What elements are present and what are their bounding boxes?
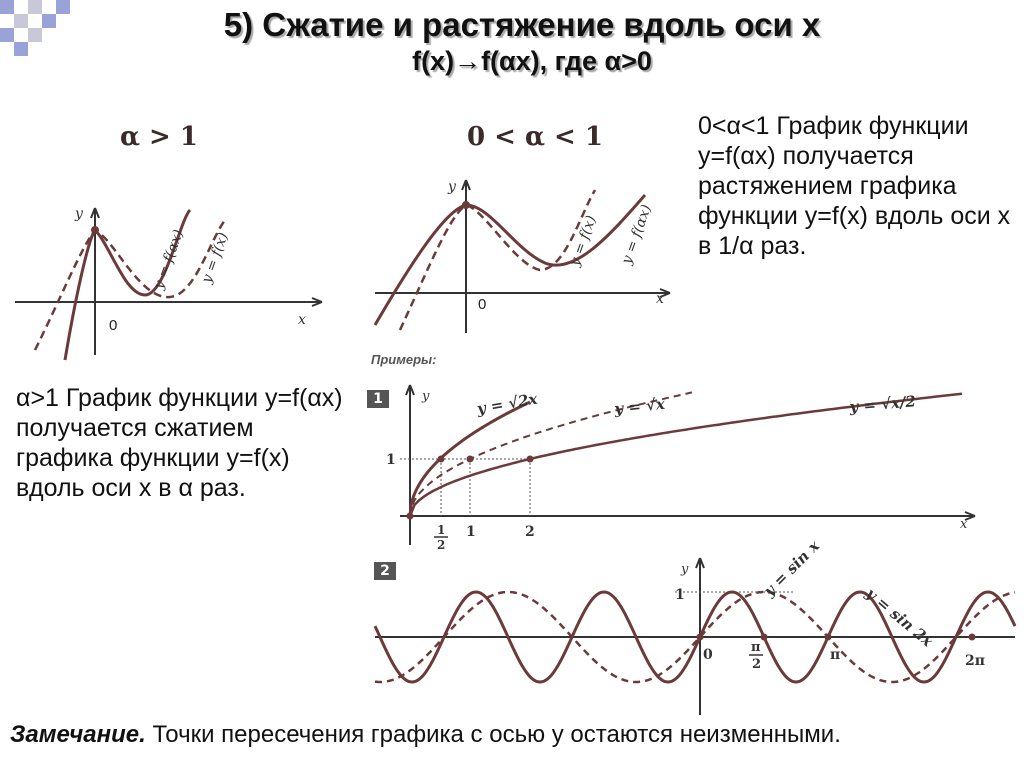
label-sinx: y = sin x	[760, 536, 823, 600]
label-sqrtx: y = √x	[613, 394, 666, 418]
origin-label: 0	[109, 317, 118, 334]
origin-label: 0	[478, 296, 487, 313]
note-text: Точки пересечения графика с осью у остаются неизменными.	[145, 721, 841, 748]
axis-y-label: y	[75, 206, 83, 222]
tick-pi2-num: π	[751, 640, 761, 655]
graph-stretch	[370, 175, 680, 335]
tick-0: 0	[703, 647, 713, 663]
slide-title: 5) Сжатие и растяжение вдоль оси x	[223, 6, 821, 43]
tick-y-1: 1	[386, 452, 396, 468]
text-stretch-description: 0<α<1 График функции y=f(αx) получается растяжением графика функции y=f(x) вдоль оси x в 1/α раз.	[698, 112, 1011, 260]
axis-x-label: x	[298, 312, 306, 328]
example-1-badge: 1	[367, 390, 389, 408]
tick-2pi: 2π	[965, 653, 985, 669]
label-sin2x: y = sin 2x	[862, 584, 937, 651]
tick-pi2-den: 2	[752, 657, 762, 672]
axis-y-label: y	[681, 562, 689, 577]
label-f-x: y = f(x)	[198, 230, 232, 286]
heading-alpha-gt-1: α > 1	[120, 122, 198, 152]
note	[10, 721, 841, 749]
axis-y-label: y	[448, 179, 456, 195]
tick-2: 2	[525, 524, 535, 540]
example-2-badge: 2	[374, 562, 396, 580]
examples-heading: Примеры:	[371, 352, 437, 367]
tick-y-1: 1	[675, 587, 685, 603]
tick-half-num: 1	[437, 523, 446, 537]
note-label: Замечание.	[10, 721, 146, 748]
label-sqrt2x: y = √2x	[475, 389, 539, 418]
tick-1: 1	[466, 524, 476, 540]
example-1-sqrt-graph	[360, 380, 980, 550]
axis-x-label: x	[960, 517, 968, 532]
heading-alpha-between: 0 < α < 1	[467, 122, 603, 152]
axis-x-label: x	[656, 291, 664, 307]
axis-y-label: y	[422, 389, 430, 404]
label-f-alpha-x: y = f(αx)	[150, 227, 187, 292]
graph-compression	[10, 200, 330, 360]
label-f-alpha-x: y = f(αx)	[618, 202, 655, 267]
label-f-x: y = f(x)	[566, 213, 600, 269]
text-compression-description: α>1 График функции y=f(αx) получается сжатием графика функции y=f(x) вдоль оси x в α раз.	[16, 384, 343, 502]
label-sqrtx2: y = √x/2	[848, 392, 917, 416]
example-2-sine-graph	[375, 536, 1020, 720]
tick-pi: π	[830, 647, 841, 663]
tick-half-den: 2	[437, 538, 446, 552]
slide-subtitle: f(x)→f(αx), где α>0	[412, 46, 652, 76]
